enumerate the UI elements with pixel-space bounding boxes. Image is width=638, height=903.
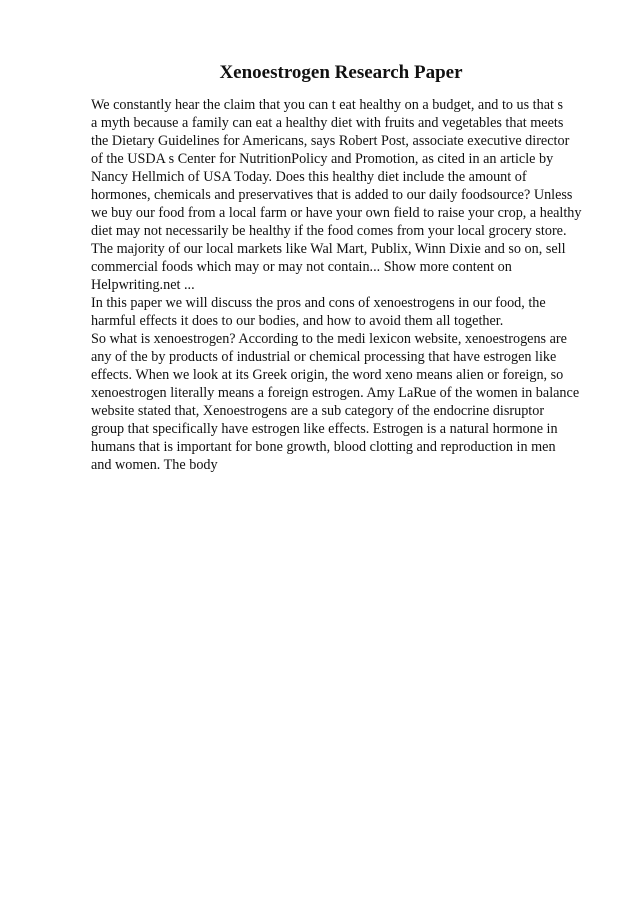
document-title: Xenoestrogen Research Paper xyxy=(219,62,463,83)
body-line: and women. The body xyxy=(91,457,218,473)
body-line: group that specifically have estrogen like effects. Estrogen is a natural hormone in xyxy=(91,421,558,437)
body-line: We constantly hear the claim that you can t eat healthy on a budget, and to us that s xyxy=(91,97,564,113)
body-line: So what is xenoestrogen? According to the medi lexicon website, xenoestrogens are xyxy=(91,331,567,347)
body-line: xenoestrogen literally means a foreign estrogen. Amy LaRue of the women in balance xyxy=(91,385,580,401)
body-line: any of the by products of industrial or chemical processing that have estrogen like xyxy=(91,349,557,365)
body-line: harmful effects it does to our bodies, and how to avoid them all together. xyxy=(91,313,504,329)
body-line: effects. When we look at its Greek origin, the word xeno means alien or foreign, so xyxy=(91,367,564,383)
body-line: of the USDA s Center for NutritionPolicy and Promotion, as cited in an article by xyxy=(91,151,554,167)
body-line: hormones, chemicals and preservatives that is added to our daily foodsource? Unless xyxy=(91,187,573,203)
body-line: Nancy Hellmich of USA Today. Does this healthy diet include the amount of xyxy=(91,169,527,185)
body-line: In this paper we will discuss the pros and cons of xenoestrogens in our food, the xyxy=(91,295,546,311)
body-line: website stated that, Xenoestrogens are a sub category of the endocrine disruptor xyxy=(91,403,545,419)
document-body xyxy=(91,96,611,474)
body-line: a myth because a family can eat a healthy diet with fruits and vegetables that meets xyxy=(91,115,564,131)
body-line: humans that is important for bone growth, blood clotting and reproduction in men xyxy=(91,439,556,455)
body-line: we buy our food from a local farm or have your own field to raise your crop, a healthy xyxy=(91,205,582,221)
source-link-line[interactable]: Helpwriting.net ... xyxy=(91,277,195,293)
body-line: commercial foods which may or may not contain... Show more content on xyxy=(91,259,512,275)
body-line: the Dietary Guidelines for Americans, says Robert Post, associate executive director xyxy=(91,133,570,149)
body-line: The majority of our local markets like Wal Mart, Publix, Winn Dixie and so on, sell xyxy=(91,241,566,257)
body-line: diet may not necessarily be healthy if the food comes from your local grocery store. xyxy=(91,223,567,239)
